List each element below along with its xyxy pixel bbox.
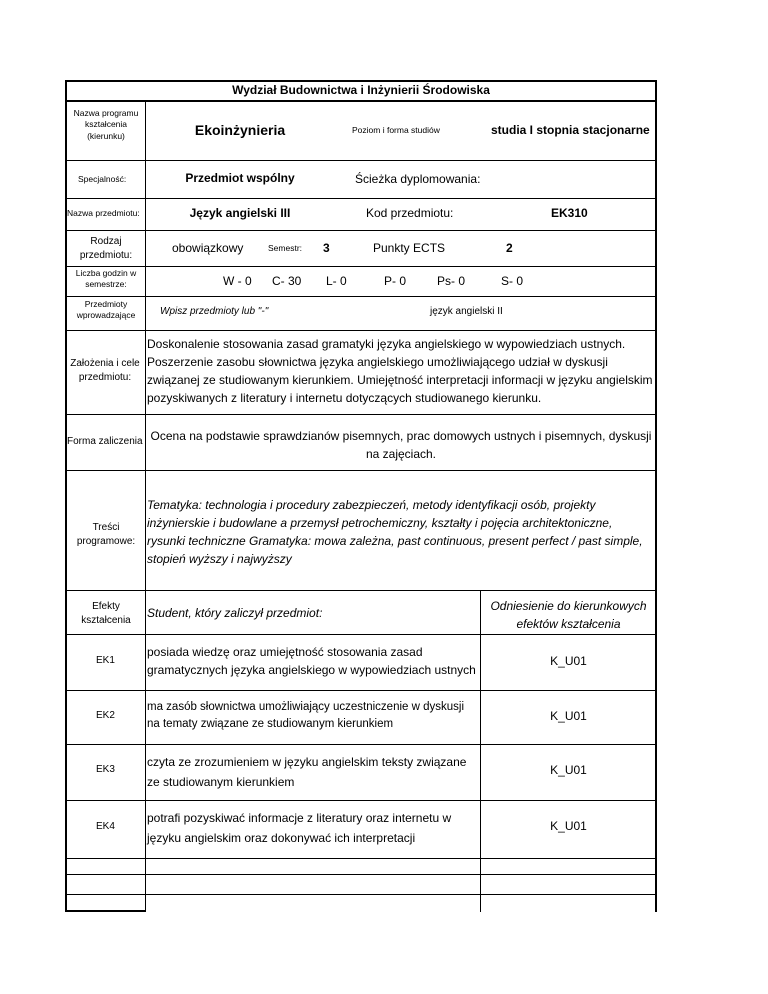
assessment-text: Ocena na podstawie sprawdzianów pisemnych, prac domowych ustnych i pisemnych, dyskusji na zajęciach.: [150, 429, 652, 461]
outcome-text: potrafi pozyskiwać informacje z literatury oraz internetu w języku angielskim oraz dokonywać ich interpretacji: [147, 811, 452, 845]
hours-s: S- 0: [501, 274, 524, 288]
goals-label: Założenia i cele przedmiotu:: [70, 358, 140, 383]
prereq-hint: Wpisz przedmioty lub "-": [160, 306, 269, 317]
content-label: Treści programowe:: [76, 522, 136, 547]
semester-label: Semestr:: [268, 243, 303, 253]
subject-value: Język angielski III: [189, 206, 291, 220]
program-label: Nazwa programu kształcenia (kierunku): [73, 108, 139, 141]
goals-text: Doskonalenie stosowania zasad gramatyki języka angielskiego w wypowiedziach ustnych. Poszerzenie zasobu słownictwa języka angielskiego umożliwiającego udział w dyskusji związanej ze studiowanym kierunkiem. Umiejętność interpretacji informacji w języku angielskim pozyskiwanych z literatury i internetu dotyczących studiowanego kierunku.: [147, 337, 653, 405]
specialty-value: Przedmiot wspólny: [185, 171, 295, 185]
outcome-text: ma zasób słownictwa umożliwiający uczestniczenie w dyskusji na tematy związane ze studiowanym kierunkiem: [147, 701, 465, 730]
ects-value: 2: [506, 241, 513, 255]
outcome-ref: K_U01: [550, 763, 587, 777]
subject-label: Nazwa przedmiotu:: [67, 208, 140, 218]
outcome-ref: K_U01: [550, 654, 587, 668]
type-value: obowiązkowy: [172, 241, 244, 255]
hours-l: L- 0: [326, 274, 347, 288]
faculty-title: Wydział Budownictwa i Inżynierii Środowiska: [232, 83, 490, 97]
code-value: EK310: [551, 206, 588, 220]
outcome-ref: K_U01: [550, 819, 587, 833]
outcome-code: EK2: [96, 710, 115, 721]
code-label: Kod przedmiotu:: [366, 206, 454, 220]
program-value: Ekoinżynieria: [194, 122, 286, 138]
outcome-text: czyta ze zrozumieniem w języku angielskim teksty związane ze studiowanym kierunkiem: [147, 755, 467, 789]
level-value: studia I stopnia stacjonarne: [491, 123, 650, 137]
prereq-label: Przedmioty wprowadzające: [76, 299, 136, 321]
hours-w: W - 0: [223, 274, 252, 288]
hours-ps: Ps- 0: [437, 274, 466, 288]
ects-label: Punkty ECTS: [373, 241, 446, 255]
semester-value: 3: [323, 241, 330, 255]
outcome-code: EK1: [96, 655, 115, 666]
type-label: Rodzaj przedmiotu:: [79, 236, 133, 261]
hours-p: P- 0: [384, 274, 407, 288]
specialty-label: Specjalność:: [78, 174, 127, 184]
outcome-ref: K_U01: [550, 709, 587, 723]
ref-label: Odniesienie do kierunkowych efektów kształcenia: [490, 599, 647, 631]
path-label: Ścieżka dyplomowania:: [355, 172, 481, 186]
content-text: Tematyka: technologia i procedury zabezpieczeń, metody identyfikacji osób, projekty inżynierskie i budowlane a przemysł petrochemiczny, kształty i pojęcia architektoniczne, rysunki techniczne Gramatyka: mowa zależna, past continuous, present perfect / past simple, stopień wyższy i najwyższy: [147, 498, 643, 566]
hours-label: Liczba godzin w semestrze:: [75, 268, 137, 290]
hours-c: C- 30: [272, 274, 302, 288]
student-label: Student, który zaliczył przedmiot:: [147, 606, 323, 620]
level-label: Poziom i forma studiów: [352, 125, 440, 135]
outcome-code: EK3: [96, 764, 115, 775]
outcomes-label: Efekty kształcenia: [81, 601, 131, 626]
outcome-text: posiada wiedzę oraz umiejętność stosowania zasad gramatycznych języka angielskiego w wypowiedziach ustnych: [147, 645, 476, 677]
assessment-label: Forma zaliczenia: [67, 436, 143, 447]
prereq-value: język angielski II: [430, 306, 503, 317]
outcome-code: EK4: [96, 821, 115, 832]
